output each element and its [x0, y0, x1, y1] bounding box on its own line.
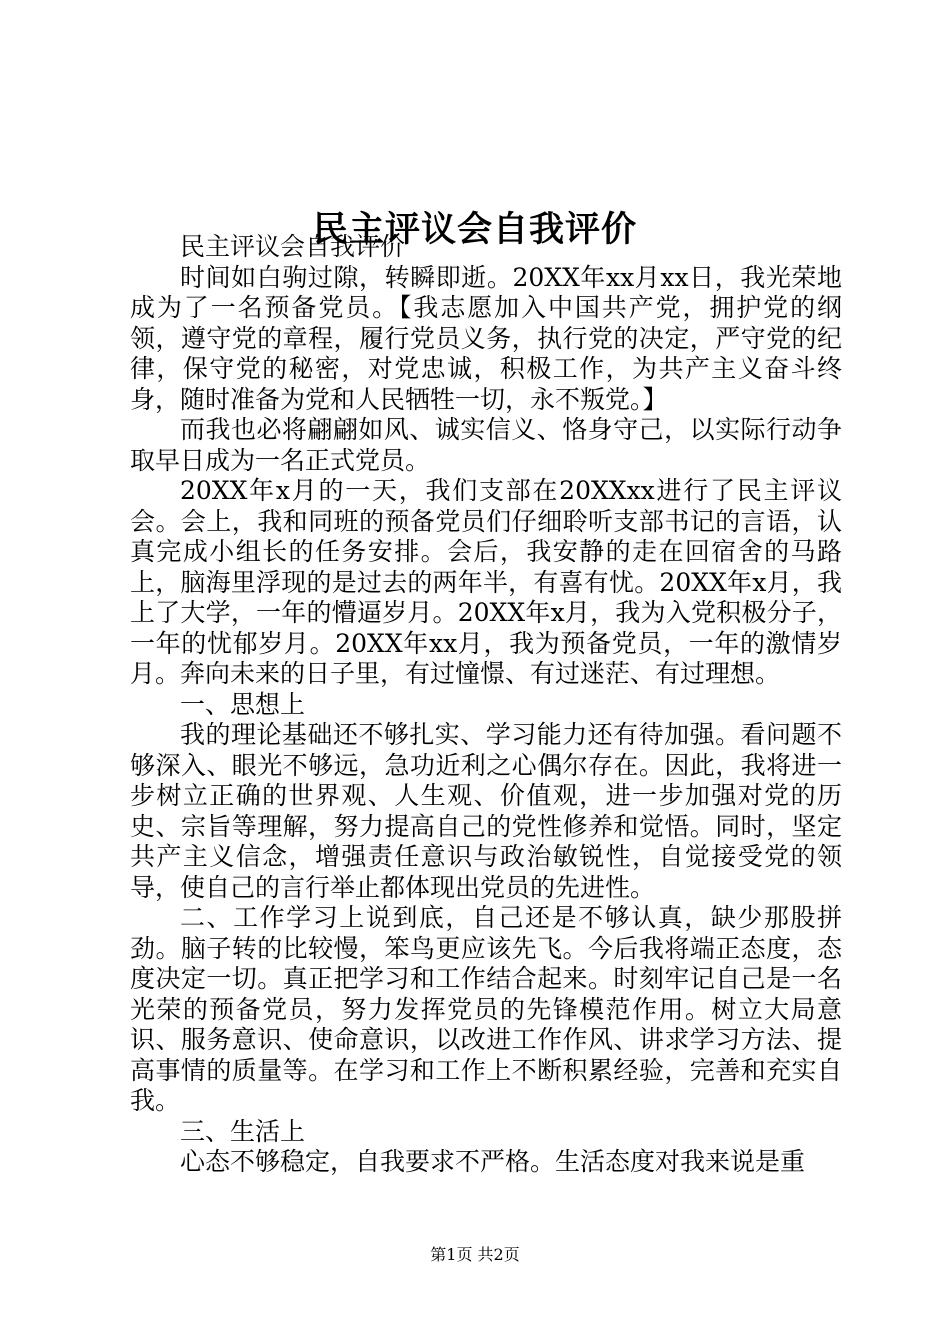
paragraph-life: 心态不够稳定，自我要求不严格。生活态度对我来说是重 — [180, 1147, 806, 1176]
paragraph-work-study: 二、工作学习上说到底，自己还是不够认真，缺少那股拼劲。脑子转的比较慢，笨鸟更应该先飞。今后我将端正态度，态度决定一切。真正把学习和工作结合起来。时刻牢记自己是一名光荣的预备党员，努力发挥党员的先锋模范作用。树立大局意识、服务意识、使命意识，以改进工作作风、讲求学习方法、提高事情的质量等。在学习和工作上不断积累经验，完善和充实自我。 — [130, 903, 842, 1115]
paragraph-meeting: 20XX年x月的一天，我们支部在20XXxx进行了民主评议会。会上，我和同班的预备党员们仔细聆听支部书记的言语，认真完成小组长的任务安排。会后，我安静的走在回宿舍的马路上，脑海里浮现的是过去的两年半，有喜有忧。20XX年x月，我上了大学，一年的懵逼岁月。20XX年x月，我为入党积极分子，一年的忧郁岁月。20XX年xx月，我为预备党员，一年的激情岁月。奔向未来的日子里，有过憧憬、有过迷茫、有过理想。 — [130, 476, 842, 688]
paragraph-subtitle: 民主评议会自我评价 — [180, 232, 406, 261]
paragraph-resolve: 而我也必将翩翩如风、诚实信义、恪身守己，以实际行动争取早日成为一名正式党员。 — [130, 415, 842, 475]
paragraph-intro: 时间如白驹过隙，转瞬即逝。20XX年xx月xx日，我光荣地成为了一名预备党员。【我志愿加入中国共产党，拥护党的纲领，遵守党的章程，履行党员义务，执行党的决定，严守党的纪律，保守党的秘密，对党忠诚，积极工作，为共产主义奋斗终身，随时准备为党和人民牺牲一切，永不叛党。】 — [130, 262, 842, 414]
section-heading-thought: 一、思想上 — [180, 689, 306, 719]
paragraph-thought: 我的理论基础还不够扎实、学习能力还有待加强。看问题不够深入、眼光不够远，急功近利之心偶尔存在。因此，我将进一步树立正确的世界观、人生观、价值观，进一步加强对党的历史、宗旨等理解，努力提高自己的党性修养和觉悟。同时，坚定共产主义信念，增强责任意识与政治敏锐性，自觉接受党的领导，使自己的言行举止都体现出党员的先进性。 — [130, 720, 842, 902]
page-number: 第1页 共2页 — [430, 1245, 520, 1264]
document-title: 民主评议会自我评价 — [312, 209, 637, 251]
section-heading-life: 三、生活上 — [180, 1116, 306, 1146]
document-body — [130, 232, 842, 1178]
